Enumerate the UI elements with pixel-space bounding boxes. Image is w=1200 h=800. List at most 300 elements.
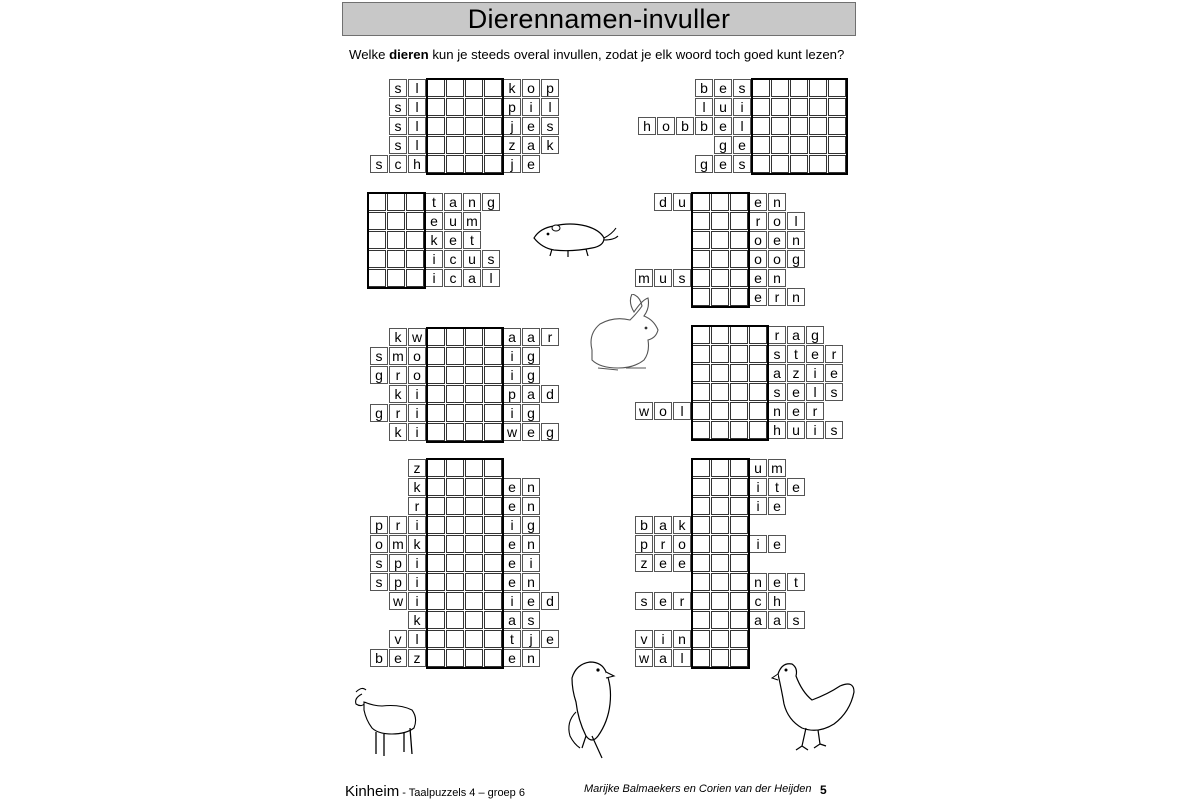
answer-cell[interactable]: [730, 345, 748, 363]
answer-cell[interactable]: [711, 212, 729, 230]
letter-cell: s: [389, 98, 407, 116]
answer-cell[interactable]: [465, 404, 483, 422]
letter-cell: g: [482, 193, 500, 211]
letter-cell: p: [389, 554, 407, 572]
answer-cell[interactable]: [711, 364, 729, 382]
answer-cell[interactable]: [692, 250, 710, 268]
letter-cell: r: [768, 326, 786, 344]
answer-cell[interactable]: [484, 611, 502, 629]
answer-cell[interactable]: [484, 366, 502, 384]
letter-cell: g: [522, 404, 540, 422]
answer-cell[interactable]: [730, 573, 748, 591]
answer-cell[interactable]: [749, 402, 767, 420]
answer-cell[interactable]: [730, 269, 748, 287]
letter-cell: t: [787, 345, 805, 363]
letter-cell: m: [768, 459, 786, 477]
answer-cell[interactable]: [446, 98, 464, 116]
letter-cell: s: [370, 554, 388, 572]
answer-cell[interactable]: [465, 423, 483, 441]
answer-cell[interactable]: [752, 79, 770, 97]
letter-cell: a: [503, 328, 521, 346]
answer-cell[interactable]: [484, 459, 502, 477]
answer-cell[interactable]: [692, 611, 710, 629]
answer-cell[interactable]: [446, 385, 464, 403]
answer-cell[interactable]: [730, 212, 748, 230]
answer-cell[interactable]: [446, 630, 464, 648]
letter-cell: s: [482, 250, 500, 268]
answer-cell[interactable]: [730, 250, 748, 268]
answer-cell[interactable]: [406, 250, 424, 268]
letter-cell: o: [370, 535, 388, 553]
answer-cell[interactable]: [465, 79, 483, 97]
letter-cell: i: [408, 573, 426, 591]
answer-cell[interactable]: [387, 250, 405, 268]
letter-cell: k: [389, 423, 407, 441]
answer-cell[interactable]: [711, 516, 729, 534]
answer-cell[interactable]: [427, 497, 445, 515]
answer-cell[interactable]: [790, 155, 808, 173]
answer-cell[interactable]: [465, 611, 483, 629]
letter-cell: a: [444, 193, 462, 211]
answer-cell[interactable]: [692, 383, 710, 401]
answer-cell[interactable]: [387, 193, 405, 211]
answer-cell[interactable]: [427, 328, 445, 346]
answer-cell[interactable]: [749, 421, 767, 439]
answer-cell[interactable]: [711, 649, 729, 667]
letter-cell: i: [408, 385, 426, 403]
answer-cell[interactable]: [446, 328, 464, 346]
answer-cell[interactable]: [711, 326, 729, 344]
letter-cell: l: [806, 383, 824, 401]
answer-cell[interactable]: [809, 79, 827, 97]
letter-cell: g: [370, 366, 388, 384]
answer-cell[interactable]: [465, 554, 483, 572]
letter-cell: p: [541, 79, 559, 97]
answer-cell[interactable]: [446, 347, 464, 365]
letter-cell: o: [522, 79, 540, 97]
answer-cell[interactable]: [484, 516, 502, 534]
letter-cell: g: [370, 404, 388, 422]
answer-cell[interactable]: [387, 231, 405, 249]
answer-cell[interactable]: [484, 98, 502, 116]
answer-cell[interactable]: [368, 250, 386, 268]
letter-cell: c: [749, 592, 767, 610]
answer-cell[interactable]: [484, 592, 502, 610]
answer-cell[interactable]: [427, 516, 445, 534]
answer-cell[interactable]: [465, 497, 483, 515]
answer-cell[interactable]: [809, 155, 827, 173]
answer-cell[interactable]: [427, 136, 445, 154]
answer-cell[interactable]: [465, 649, 483, 667]
letter-cell: t: [787, 573, 805, 591]
answer-cell[interactable]: [730, 288, 748, 306]
answer-cell[interactable]: [465, 459, 483, 477]
answer-cell[interactable]: [711, 611, 729, 629]
answer-cell[interactable]: [446, 423, 464, 441]
answer-cell[interactable]: [484, 136, 502, 154]
answer-cell[interactable]: [427, 98, 445, 116]
answer-cell[interactable]: [427, 385, 445, 403]
letter-cell: s: [787, 611, 805, 629]
answer-cell[interactable]: [711, 478, 729, 496]
letter-cell: u: [714, 98, 732, 116]
answer-cell[interactable]: [484, 630, 502, 648]
letter-cell: h: [638, 117, 656, 135]
answer-cell[interactable]: [446, 573, 464, 591]
answer-cell[interactable]: [484, 423, 502, 441]
letter-cell: e: [654, 592, 672, 610]
answer-cell[interactable]: [692, 231, 710, 249]
letter-cell: s: [389, 79, 407, 97]
answer-cell[interactable]: [730, 421, 748, 439]
answer-cell[interactable]: [427, 630, 445, 648]
answer-cell[interactable]: [484, 573, 502, 591]
answer-cell[interactable]: [465, 592, 483, 610]
answer-cell[interactable]: [368, 269, 386, 287]
letter-cell: i: [503, 592, 521, 610]
answer-cell[interactable]: [692, 402, 710, 420]
letter-cell: u: [787, 421, 805, 439]
answer-cell[interactable]: [465, 328, 483, 346]
letter-cell: n: [522, 573, 540, 591]
answer-cell[interactable]: [484, 347, 502, 365]
answer-cell[interactable]: [427, 423, 445, 441]
answer-cell[interactable]: [692, 459, 710, 477]
answer-cell[interactable]: [711, 592, 729, 610]
answer-cell[interactable]: [406, 269, 424, 287]
answer-cell[interactable]: [427, 535, 445, 553]
answer-cell[interactable]: [406, 212, 424, 230]
letter-cell: e: [714, 155, 732, 173]
answer-cell[interactable]: [749, 364, 767, 382]
letter-cell: g: [695, 155, 713, 173]
letter-cell: c: [389, 155, 407, 173]
answer-cell[interactable]: [711, 193, 729, 211]
letter-cell: h: [768, 421, 786, 439]
answer-cell[interactable]: [752, 117, 770, 135]
letter-cell: m: [463, 212, 481, 230]
letter-cell: e: [768, 231, 786, 249]
answer-cell[interactable]: [730, 326, 748, 344]
letter-cell: b: [695, 117, 713, 135]
answer-cell[interactable]: [446, 497, 464, 515]
answer-cell[interactable]: [446, 459, 464, 477]
letter-cell: g: [541, 423, 559, 441]
answer-cell[interactable]: [427, 554, 445, 572]
letter-cell: t: [425, 193, 443, 211]
answer-cell[interactable]: [790, 136, 808, 154]
answer-cell[interactable]: [446, 592, 464, 610]
answer-cell[interactable]: [406, 193, 424, 211]
letter-cell: p: [389, 573, 407, 591]
answer-cell[interactable]: [692, 326, 710, 344]
answer-cell[interactable]: [809, 98, 827, 116]
answer-cell[interactable]: [730, 193, 748, 211]
answer-cell[interactable]: [730, 649, 748, 667]
letter-cell: k: [389, 328, 407, 346]
answer-cell[interactable]: [368, 212, 386, 230]
answer-cell[interactable]: [692, 497, 710, 515]
letter-cell: r: [389, 404, 407, 422]
letter-cell: e: [749, 269, 767, 287]
answer-cell[interactable]: [427, 649, 445, 667]
instruction-before: Welke: [349, 47, 390, 62]
answer-cell[interactable]: [465, 535, 483, 553]
letter-cell: e: [749, 288, 767, 306]
letter-cell: w: [408, 328, 426, 346]
answer-cell[interactable]: [730, 592, 748, 610]
letter-cell: n: [522, 535, 540, 553]
letter-cell: e: [503, 573, 521, 591]
letter-cell: r: [768, 288, 786, 306]
answer-cell[interactable]: [368, 231, 386, 249]
answer-cell[interactable]: [711, 231, 729, 249]
answer-cell[interactable]: [749, 345, 767, 363]
letter-cell: i: [806, 421, 824, 439]
answer-cell[interactable]: [427, 117, 445, 135]
letter-cell: o: [673, 535, 691, 553]
answer-cell[interactable]: [465, 516, 483, 534]
answer-cell[interactable]: [465, 385, 483, 403]
answer-cell[interactable]: [711, 345, 729, 363]
letter-cell: h: [408, 155, 426, 173]
answer-cell[interactable]: [427, 366, 445, 384]
letter-cell: b: [676, 117, 694, 135]
answer-cell[interactable]: [730, 478, 748, 496]
letter-cell: a: [522, 328, 540, 346]
answer-cell[interactable]: [446, 516, 464, 534]
answer-cell[interactable]: [809, 117, 827, 135]
letter-cell: j: [522, 630, 540, 648]
letter-cell: w: [503, 423, 521, 441]
answer-cell[interactable]: [790, 117, 808, 135]
answer-cell[interactable]: [484, 497, 502, 515]
answer-cell[interactable]: [692, 345, 710, 363]
answer-cell[interactable]: [446, 136, 464, 154]
letter-cell: u: [654, 269, 672, 287]
letter-cell: k: [389, 385, 407, 403]
letter-cell: e: [522, 423, 540, 441]
answer-cell[interactable]: [711, 269, 729, 287]
answer-cell[interactable]: [828, 155, 846, 173]
answer-cell[interactable]: [828, 98, 846, 116]
answer-cell[interactable]: [427, 347, 445, 365]
chicken-illustration: [768, 656, 858, 752]
answer-cell[interactable]: [465, 136, 483, 154]
answer-cell[interactable]: [692, 193, 710, 211]
answer-cell[interactable]: [446, 404, 464, 422]
answer-cell[interactable]: [427, 592, 445, 610]
answer-cell[interactable]: [828, 79, 846, 97]
answer-cell[interactable]: [692, 573, 710, 591]
answer-cell[interactable]: [711, 573, 729, 591]
answer-cell[interactable]: [387, 212, 405, 230]
answer-cell[interactable]: [446, 366, 464, 384]
answer-cell[interactable]: [692, 288, 710, 306]
letter-cell: g: [787, 250, 805, 268]
answer-cell[interactable]: [809, 136, 827, 154]
answer-cell[interactable]: [692, 478, 710, 496]
letter-cell: a: [503, 611, 521, 629]
letter-cell: l: [673, 402, 691, 420]
letter-cell: j: [503, 117, 521, 135]
answer-cell[interactable]: [730, 364, 748, 382]
letter-cell: s: [768, 383, 786, 401]
letter-cell: n: [522, 649, 540, 667]
answer-cell[interactable]: [692, 212, 710, 230]
page-title-text: Dierennamen-invuller: [467, 3, 731, 34]
letter-cell: a: [522, 136, 540, 154]
letter-cell: u: [444, 212, 462, 230]
answer-cell[interactable]: [692, 592, 710, 610]
answer-cell[interactable]: [692, 630, 710, 648]
letter-cell: o: [768, 212, 786, 230]
answer-cell[interactable]: [446, 155, 464, 173]
answer-cell[interactable]: [692, 554, 710, 572]
mouse-illustration: [528, 214, 620, 258]
answer-cell[interactable]: [427, 404, 445, 422]
answer-cell[interactable]: [752, 155, 770, 173]
answer-cell[interactable]: [730, 554, 748, 572]
letter-cell: i: [408, 423, 426, 441]
answer-cell[interactable]: [484, 535, 502, 553]
answer-cell[interactable]: [484, 649, 502, 667]
answer-cell[interactable]: [446, 478, 464, 496]
footer: [345, 783, 525, 800]
answer-cell[interactable]: [730, 497, 748, 515]
answer-cell[interactable]: [368, 193, 386, 211]
answer-cell[interactable]: [692, 269, 710, 287]
letter-cell: e: [768, 573, 786, 591]
footer-brand: Kinheim: [345, 783, 400, 800]
answer-cell[interactable]: [828, 117, 846, 135]
answer-cell[interactable]: [730, 516, 748, 534]
answer-cell[interactable]: [711, 402, 729, 420]
answer-cell[interactable]: [771, 79, 789, 97]
answer-cell[interactable]: [406, 231, 424, 249]
answer-cell[interactable]: [771, 155, 789, 173]
goat-illustration: [348, 684, 424, 760]
answer-cell[interactable]: [465, 347, 483, 365]
answer-cell[interactable]: [427, 79, 445, 97]
letter-cell: g: [714, 136, 732, 154]
answer-cell[interactable]: [730, 611, 748, 629]
answer-cell[interactable]: [752, 136, 770, 154]
answer-cell[interactable]: [711, 250, 729, 268]
answer-cell[interactable]: [711, 383, 729, 401]
answer-cell[interactable]: [711, 630, 729, 648]
answer-cell[interactable]: [446, 649, 464, 667]
answer-cell[interactable]: [771, 117, 789, 135]
answer-cell[interactable]: [692, 421, 710, 439]
letter-cell: c: [444, 269, 462, 287]
answer-cell[interactable]: [711, 554, 729, 572]
answer-cell[interactable]: [484, 385, 502, 403]
answer-cell[interactable]: [730, 231, 748, 249]
answer-cell[interactable]: [771, 98, 789, 116]
letter-cell: o: [654, 402, 672, 420]
answer-cell[interactable]: [446, 611, 464, 629]
answer-cell[interactable]: [692, 364, 710, 382]
answer-cell[interactable]: [465, 573, 483, 591]
answer-cell[interactable]: [484, 404, 502, 422]
letter-cell: i: [425, 250, 443, 268]
letter-cell: e: [714, 117, 732, 135]
letter-cell: u: [749, 459, 767, 477]
letter-cell: o: [768, 250, 786, 268]
answer-cell[interactable]: [692, 649, 710, 667]
answer-cell[interactable]: [730, 383, 748, 401]
answer-cell[interactable]: [730, 535, 748, 553]
answer-cell[interactable]: [446, 535, 464, 553]
letter-cell: b: [370, 649, 388, 667]
answer-cell[interactable]: [711, 535, 729, 553]
answer-cell[interactable]: [828, 136, 846, 154]
answer-cell[interactable]: [427, 611, 445, 629]
answer-cell[interactable]: [692, 516, 710, 534]
answer-cell[interactable]: [790, 98, 808, 116]
letter-cell: d: [541, 592, 559, 610]
letter-cell: s: [825, 383, 843, 401]
answer-cell[interactable]: [790, 79, 808, 97]
answer-cell[interactable]: [484, 478, 502, 496]
answer-cell[interactable]: [692, 535, 710, 553]
answer-cell[interactable]: [427, 478, 445, 496]
answer-cell[interactable]: [465, 478, 483, 496]
letter-cell: n: [522, 497, 540, 515]
letter-cell: w: [635, 649, 653, 667]
answer-cell[interactable]: [465, 155, 483, 173]
letter-cell: z: [408, 459, 426, 477]
answer-cell[interactable]: [465, 630, 483, 648]
answer-cell[interactable]: [446, 117, 464, 135]
answer-cell[interactable]: [711, 497, 729, 515]
answer-cell[interactable]: [465, 98, 483, 116]
answer-cell[interactable]: [465, 117, 483, 135]
answer-cell[interactable]: [484, 554, 502, 572]
answer-cell[interactable]: [446, 79, 464, 97]
letter-cell: r: [825, 345, 843, 363]
answer-cell[interactable]: [749, 326, 767, 344]
answer-cell[interactable]: [427, 155, 445, 173]
letter-cell: l: [482, 269, 500, 287]
answer-cell[interactable]: [711, 288, 729, 306]
answer-cell[interactable]: [484, 155, 502, 173]
letter-cell: n: [673, 630, 691, 648]
answer-cell[interactable]: [749, 383, 767, 401]
letter-cell: d: [654, 193, 672, 211]
answer-cell[interactable]: [484, 79, 502, 97]
answer-cell[interactable]: [711, 459, 729, 477]
rabbit-illustration: [578, 294, 668, 374]
answer-cell[interactable]: [711, 421, 729, 439]
answer-cell[interactable]: [730, 402, 748, 420]
answer-cell[interactable]: [771, 136, 789, 154]
answer-cell[interactable]: [484, 117, 502, 135]
answer-cell[interactable]: [752, 98, 770, 116]
answer-cell[interactable]: [484, 328, 502, 346]
answer-cell[interactable]: [427, 573, 445, 591]
answer-cell[interactable]: [730, 630, 748, 648]
answer-cell[interactable]: [465, 366, 483, 384]
letter-cell: b: [695, 79, 713, 97]
answer-cell[interactable]: [387, 269, 405, 287]
letter-cell: i: [408, 592, 426, 610]
answer-cell[interactable]: [730, 459, 748, 477]
instruction-text: [349, 47, 844, 62]
answer-cell[interactable]: [446, 554, 464, 572]
answer-cell[interactable]: [427, 459, 445, 477]
